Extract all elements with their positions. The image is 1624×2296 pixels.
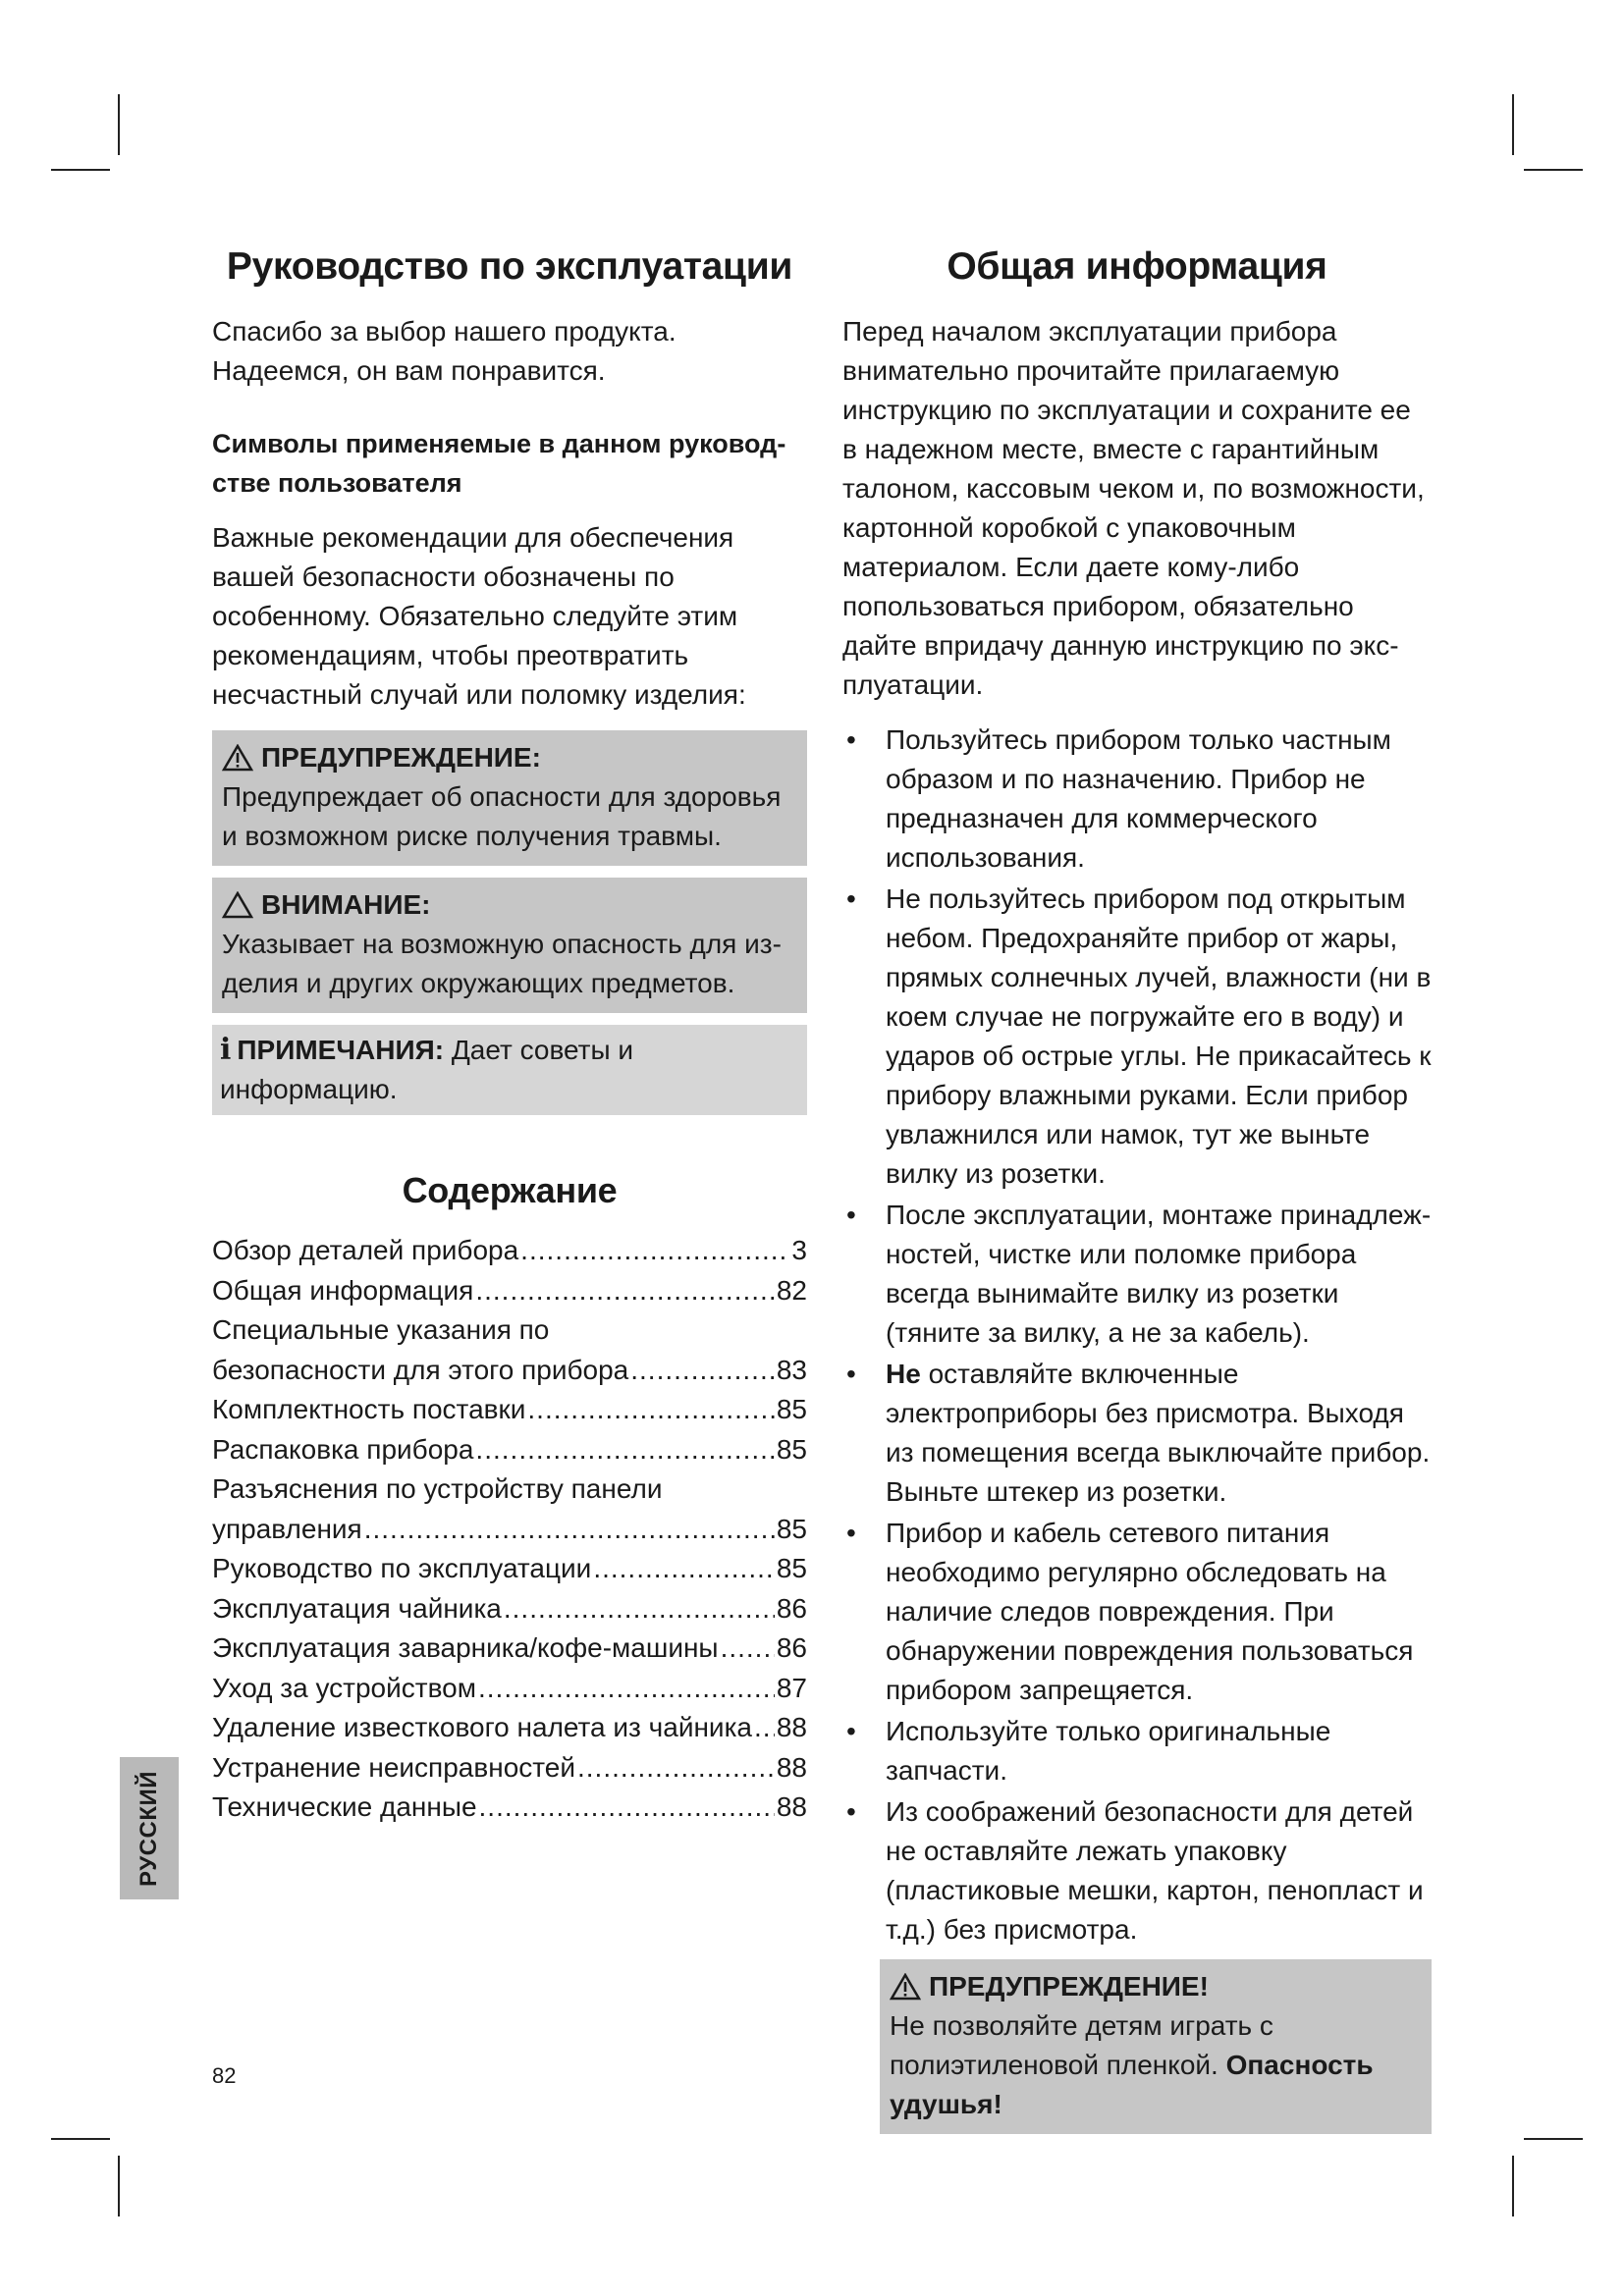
language-tab-label: РУССКИЙ xyxy=(135,1770,162,1887)
note-text: Дает советы и информацию. xyxy=(220,1035,634,1104)
table-of-contents xyxy=(212,1231,807,1828)
caution-title xyxy=(222,885,797,925)
note-label: ПРИМЕЧАНИЯ: xyxy=(237,1035,445,1065)
left-column xyxy=(212,245,807,1828)
list-item-bold: Не xyxy=(886,1359,921,1389)
toc-entry[interactable]: Обзор деталей прибора ..... 3 xyxy=(212,1231,807,1271)
child-warning-box xyxy=(880,1959,1432,2134)
warning-text: Предупреждает об опасности для здоровья и возможном риске получения травмы. xyxy=(222,781,782,851)
list-item xyxy=(842,1355,1432,1512)
symbols-heading: Символы применяемые в данном руководстве пользователя xyxy=(212,429,786,498)
toc-entry[interactable]: Уход за устройством ..... 87 xyxy=(212,1669,807,1709)
intro-text: Спасибо за выбор нашего продукта. Надеемся, он вам понравится. xyxy=(212,316,677,386)
caution-box xyxy=(212,878,807,1013)
toc-entry[interactable]: Комплектность поставки ..... 85 xyxy=(212,1390,807,1430)
child-warning-title xyxy=(890,1967,1422,2006)
symbols-text: Важные рекомендации для обеспечения вашей безопасности обозначены по особенному. Обязательно следуйте этим рекомендациям, чтобы преотвратить несчастный случай или поломку изделия: xyxy=(212,522,746,710)
toc-entry[interactable]: Руководство по эксплуатации ..... 85 xyxy=(212,1549,807,1589)
child-warning-title-text: ПРЕДУПРЕЖДЕНИЕ! xyxy=(929,1971,1209,2002)
toc-entry[interactable]: Распаковка прибора ..... 85 xyxy=(212,1430,807,1470)
toc-entry[interactable]: Технические данные ..... 88 xyxy=(212,1788,807,1828)
crop-mark xyxy=(1512,94,1514,155)
child-warning-text: Не позволяйте детям играть с полиэтиленовой пленкой. Опасность удушья! xyxy=(890,2010,1374,2119)
list-item: • Прибор и кабель сетевого питания необходимо регулярно обследовать на наличие следов повреждения. При обнаружении повреждения пользоваться прибором запрещяется. xyxy=(842,1514,1432,1710)
right-column xyxy=(842,245,1432,2146)
safety-list xyxy=(842,721,1432,1949)
toc-heading: Содержание xyxy=(402,1170,618,1210)
operating-manual-heading: Руководство по эксплуатации xyxy=(226,245,793,288)
crop-mark xyxy=(51,169,110,171)
list-item: • Из соображений безопасности для детей не оставляйте лежать упаковку (пластиковые мешки, картон, пенопласт и т.д.) без присмотра. xyxy=(842,1792,1432,1949)
warning-box xyxy=(212,730,807,866)
toc-entry[interactable]: безопасности для этого прибора ..... 83 xyxy=(212,1351,807,1391)
list-item: • Не пользуйтесь прибором под открытым небом. Предохраняйте прибор от жары, прямых солнечных лучей, влажности (ни в коем случае не погружайте его в воду) и ударов об острые углы. Не прикасайтесь к прибору влажными руками. Если прибор увлажнился или намок, тут же выньте вилку из розетки. xyxy=(842,880,1432,1194)
toc-entry[interactable]: Эксплуатация заварника/кофе-машины ..... 86 xyxy=(212,1629,807,1669)
caution-text: Указывает на возможную опасность для изделия и других окружающих предметов. xyxy=(222,929,782,998)
toc-entry[interactable]: Общая информация ..... 82 xyxy=(212,1271,807,1311)
warning-title xyxy=(222,738,797,777)
suffocation-warning: Опасность удушья! xyxy=(890,2050,1374,2119)
toc-entry[interactable]: управления ..... 85 xyxy=(212,1510,807,1550)
page-number: 82 xyxy=(212,2063,237,2088)
warning-triangle-icon xyxy=(890,1973,921,2001)
crop-mark xyxy=(1524,2138,1583,2140)
toc-entry-line: Разъяснения по устройству панели xyxy=(212,1473,663,1504)
toc-entry[interactable]: Эксплуатация чайника ..... 86 xyxy=(212,1589,807,1629)
caution-title-text: ВНИМАНИЕ: xyxy=(261,889,431,920)
list-item-text: оставляйте включенные электроприборы без присмотра. Выходя из помещения всегда выключайте прибор. Выньте штекер из розетки. xyxy=(886,1359,1431,1507)
list-item: • Используйте только оригинальные запчасти. xyxy=(842,1712,1432,1790)
crop-mark xyxy=(1524,169,1583,171)
note-box xyxy=(212,1025,807,1115)
crop-mark xyxy=(1512,2156,1514,2216)
toc-entry-line: Специальные указания по xyxy=(212,1314,550,1345)
list-item: • Пользуйтесь прибором только частным образом и по назначению. Прибор не предназначен для коммерческого использования. xyxy=(842,721,1432,878)
crop-mark xyxy=(118,94,120,155)
info-icon: i xyxy=(220,1033,232,1067)
caution-triangle-icon xyxy=(222,891,253,919)
general-info-heading: Общая информация xyxy=(947,245,1327,288)
toc-entry[interactable]: Устранение неисправностей ..... 88 xyxy=(212,1748,807,1789)
language-tab xyxy=(120,1757,179,1899)
warning-triangle-icon xyxy=(222,744,253,772)
crop-mark xyxy=(51,2138,110,2140)
list-item: • После эксплуатации, монтаже принадлежностей, чистке или поломке прибора всегда вынимайте вилку из розетки (тяните за вилку, а не за кабель). xyxy=(842,1196,1432,1353)
toc-entry[interactable]: Удаление известкового налета из чайника ..... 88 xyxy=(212,1708,807,1748)
general-info-text: Перед началом эксплуатации прибора внимательно прочитайте прилагаемую инструкцию по эксплуатации и сохраните ее в надежном месте, вместе с гарантийным талоном, кассовым чеком и, по возможности, картонной коробкой с упаковочным материалом. Если даете кому-либо попользоваться прибором, обязательно дайте впридачу данную инструкцию по эксплуатации. xyxy=(842,316,1425,700)
crop-mark xyxy=(118,2156,120,2216)
warning-title-text: ПРЕДУПРЕЖДЕНИЕ: xyxy=(261,742,541,773)
